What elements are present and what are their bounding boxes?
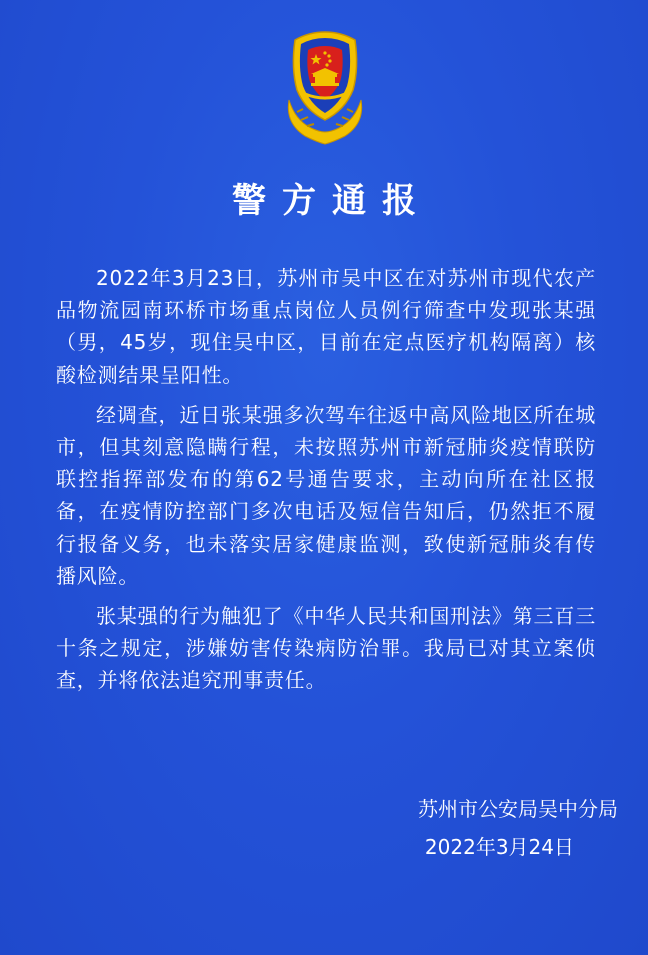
notice-body <box>56 262 596 705</box>
paragraph-2: 经调查，近日张某强多次驾车往返中高风险地区所在城市，但其刻意隐瞒行程，未按照苏州市新冠肺炎疫情联防联控指挥部发布的第62号通告要求，主动向所在社区报备，在疫情防控部门多次电话及短信告知后，仍然拒不履行报备义务，也未落实居家健康监测，致使新冠肺炎有传播风险。 <box>56 402 596 588</box>
signature-block <box>418 790 618 866</box>
issuer-name: 苏州市公安局吴中分局 <box>418 797 618 821</box>
paragraph-3: 张某强的行为触犯了《中华人民共和国刑法》第三百三十条之规定，涉嫌妨害传染病防治罪。我局已对其立案侦查，并将依法追究刑事责任。 <box>56 604 596 693</box>
police-emblem-icon <box>275 28 375 146</box>
page-title: 警方通报 <box>232 181 432 221</box>
issue-date: 2022年3月24日 <box>424 835 574 859</box>
paragraph-1: 2022年3月23日，苏州市吴中区在对苏州市现代农产品物流园南环桥市场重点岗位人员例行筛查中发现张某强（男，45岁，现住吴中区，目前在定点医疗机构隔离）核酸检测结果呈阳性。 <box>56 266 596 387</box>
